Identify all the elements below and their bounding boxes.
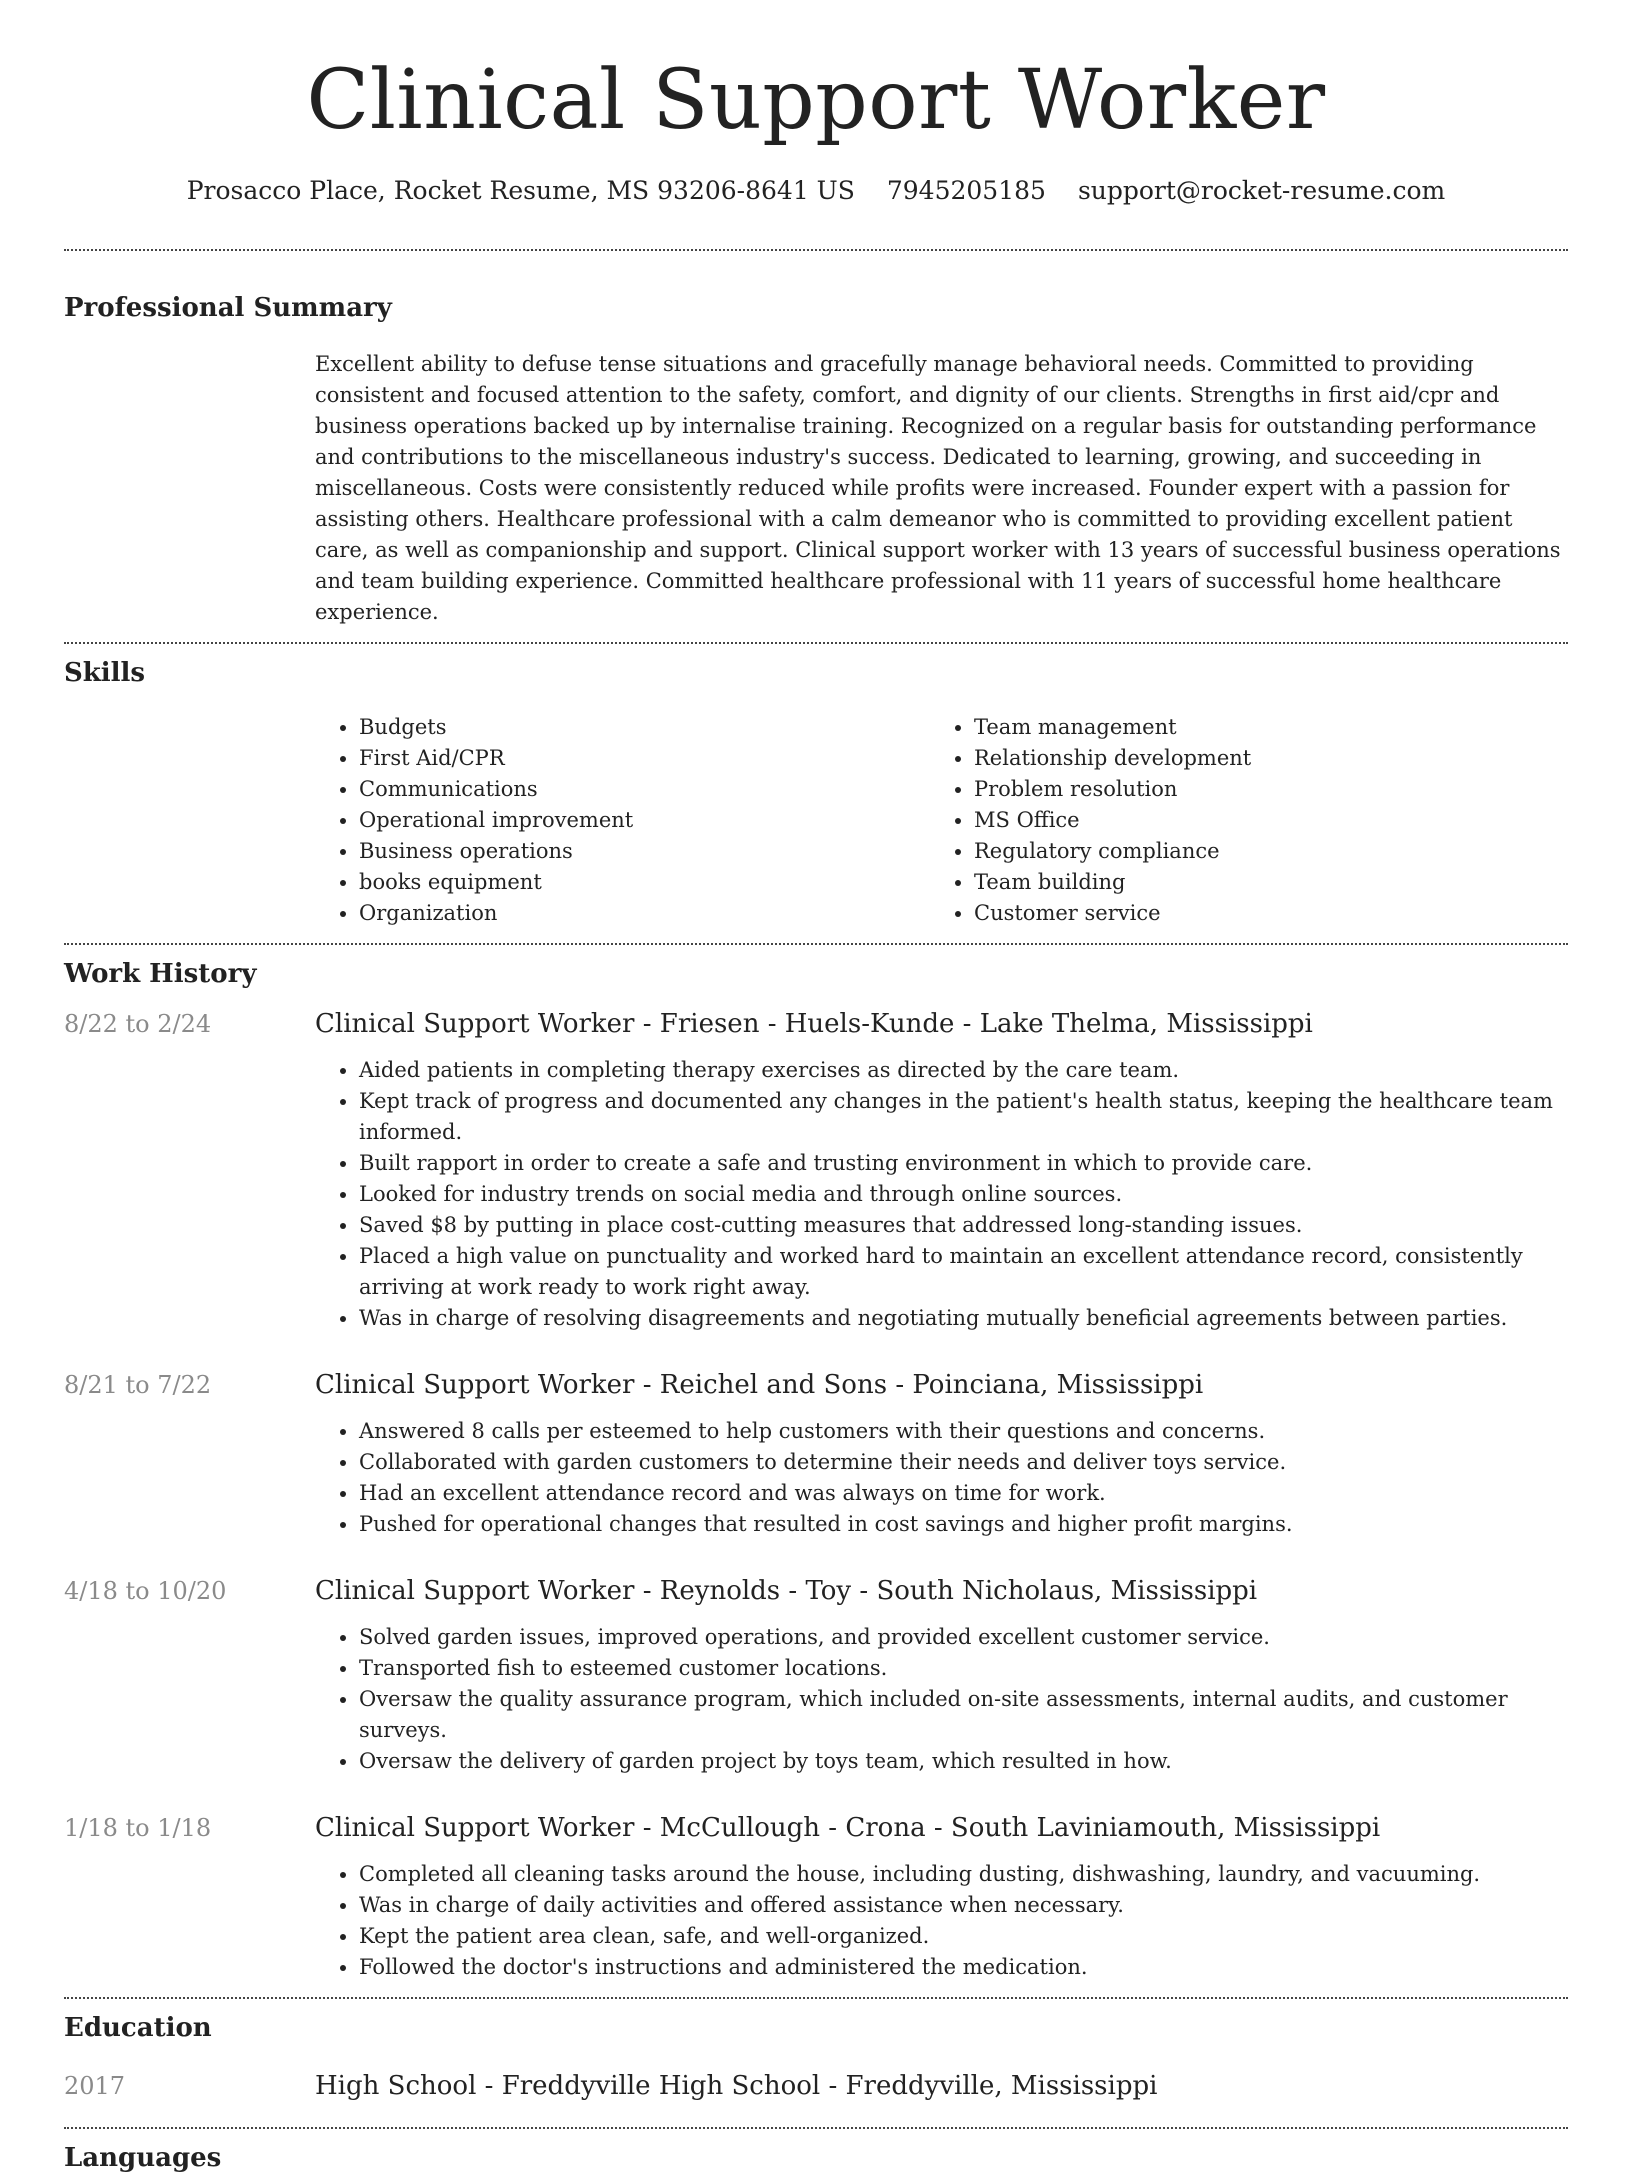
email: support@rocket-resume.com (1077, 176, 1446, 205)
divider (64, 943, 1568, 945)
skills-list-right (930, 712, 1545, 929)
divider (64, 2127, 1568, 2129)
section-title-education: Education (64, 2013, 212, 2043)
education-heading: High School - Freddyville High School - Freddyville, Mississippi (315, 2071, 1158, 2101)
skill-item: • Budgets (359, 712, 930, 743)
job-bullet: • Followed the doctor's instructions and administered the medication. (359, 1952, 1568, 1983)
skill-item: • Team building (974, 867, 1545, 898)
job-entry (64, 1368, 1568, 1540)
job-entry (64, 1811, 1568, 1983)
job-bullet: • Placed a high value on punctuality and worked hard to maintain an excellent attendance record, consistently arriving at work ready to work right away. (359, 1241, 1568, 1303)
job-bullet: • Was in charge of daily activities and offered assistance when necessary. (359, 1890, 1568, 1921)
job-bullet: • Solved garden issues, improved operations, and provided excellent customer service. (359, 1622, 1568, 1653)
job-dates: 8/21 to 7/22 (64, 1371, 212, 1399)
job-bullet: • Looked for industry trends on social media and through online sources. (359, 1179, 1568, 1210)
education-year: 2017 (64, 2072, 126, 2100)
summary-text: Excellent ability to defuse tense situations and gracefully manage behavioral needs. Committed to providing consistent and focused attention to the safety, comfort, and dignity of our clients. Strengths in first aid/cpr and business operations backed up by internalise training. Recognized on a regular basis for outstanding performance and contributions to the miscellaneous industry's success. Dedicated to learning, growing, and succeeding in miscellaneous. Costs were consistently reduced while profits were increased. Founder expert with a passion for assisting others. Healthcare professional with a calm demeanor who is committed to providing excellent patient care, as well as companionship and support. Clinical support worker with 13 years of successful business operations and team building experience. Committed healthcare professional with 11 years of successful home healthcare experience. (315, 352, 1561, 624)
job-bullet: • Pushed for operational changes that resulted in cost savings and higher profit margins. (359, 1509, 1568, 1540)
skill-item: • Organization (359, 898, 930, 929)
job-bullet: • Transported fish to esteemed customer locations. (359, 1653, 1568, 1684)
job-bullet: • Completed all cleaning tasks around the house, including dusting, dishwashing, laundry, and vacuuming. (359, 1859, 1568, 1890)
skill-item: • Customer service (974, 898, 1545, 929)
job-bullet: • Built rapport in order to create a safe and trusting environment in which to provide care. (359, 1148, 1568, 1179)
job-bullets (315, 1055, 1568, 1334)
section-title-skills: Skills (64, 658, 146, 688)
divider (64, 1997, 1568, 1999)
section-title-languages: Languages (64, 2143, 222, 2173)
skill-item: • books equipment (359, 867, 930, 898)
skill-item: • Communications (359, 774, 930, 805)
job-bullet: • Oversaw the quality assurance program, which included on-site assessments, internal audits, and customer surveys. (359, 1684, 1568, 1746)
job-entry (64, 1574, 1568, 1777)
skills-section (64, 656, 1568, 929)
skills-list-left (315, 712, 930, 929)
job-bullet: • Aided patients in completing therapy exercises as directed by the care team. (359, 1055, 1568, 1086)
job-bullet: • Had an excellent attendance record and was always on time for work. (359, 1478, 1568, 1509)
resume-name: Clinical Support Worker (306, 53, 1326, 148)
job-bullets (315, 1859, 1568, 1983)
skill-item: • Regulatory compliance (974, 836, 1545, 867)
job-bullet: • Answered 8 calls per esteemed to help customers with their questions and concerns. (359, 1416, 1568, 1447)
job-heading: Clinical Support Worker - Reynolds - Toy - South Nicholaus, Mississippi (315, 1576, 1258, 1606)
skill-item: • Relationship development (974, 743, 1545, 774)
job-dates: 1/18 to 1/18 (64, 1814, 212, 1842)
job-bullet: • Was in charge of resolving disagreements and negotiating mutually beneficial agreements between parties. (359, 1303, 1568, 1334)
job-bullets (315, 1416, 1568, 1540)
skills-grid (315, 712, 1568, 929)
summary-section (64, 291, 1568, 628)
skill-item: • MS Office (974, 805, 1545, 836)
job-bullet: • Oversaw the delivery of garden project by toys team, which resulted in how. (359, 1746, 1568, 1777)
skill-item: • Operational improvement (359, 805, 930, 836)
section-title-work: Work History (64, 959, 257, 989)
languages-section (64, 2141, 1568, 2175)
contact-line (64, 174, 1568, 208)
job-heading: Clinical Support Worker - Reichel and Sons - Poinciana, Mississippi (315, 1370, 1204, 1400)
phone: 7945205185 (886, 176, 1046, 205)
job-bullets (315, 1622, 1568, 1777)
divider (64, 642, 1568, 644)
address: Prosacco Place, Rocket Resume, MS 93206-8641 US (186, 176, 855, 205)
job-dates: 4/18 to 10/20 (64, 1577, 227, 1605)
skill-item: • Team management (974, 712, 1545, 743)
education-section (64, 2011, 1568, 2103)
skill-item: • Problem resolution (974, 774, 1545, 805)
job-bullet: • Saved $8 by putting in place cost-cutting measures that addressed long-standing issues. (359, 1210, 1568, 1241)
work-history-section (64, 957, 1568, 1983)
job-heading: Clinical Support Worker - McCullough - Crona - South Laviniamouth, Mississippi (315, 1813, 1381, 1843)
skill-item: • Business operations (359, 836, 930, 867)
job-dates: 8/22 to 2/24 (64, 1010, 212, 1038)
job-heading: Clinical Support Worker - Friesen - Huels-Kunde - Lake Thelma, Mississippi (315, 1009, 1313, 1039)
section-title-summary: Professional Summary (64, 293, 392, 323)
skill-item: • First Aid/CPR (359, 743, 930, 774)
job-bullet: • Collaborated with garden customers to determine their needs and deliver toys service. (359, 1447, 1568, 1478)
job-bullet: • Kept track of progress and documented any changes in the patient's health status, keeping the healthcare team informed. (359, 1086, 1568, 1148)
job-entry (64, 1007, 1568, 1334)
divider (64, 249, 1568, 251)
job-bullet: • Kept the patient area clean, safe, and well-organized. (359, 1921, 1568, 1952)
